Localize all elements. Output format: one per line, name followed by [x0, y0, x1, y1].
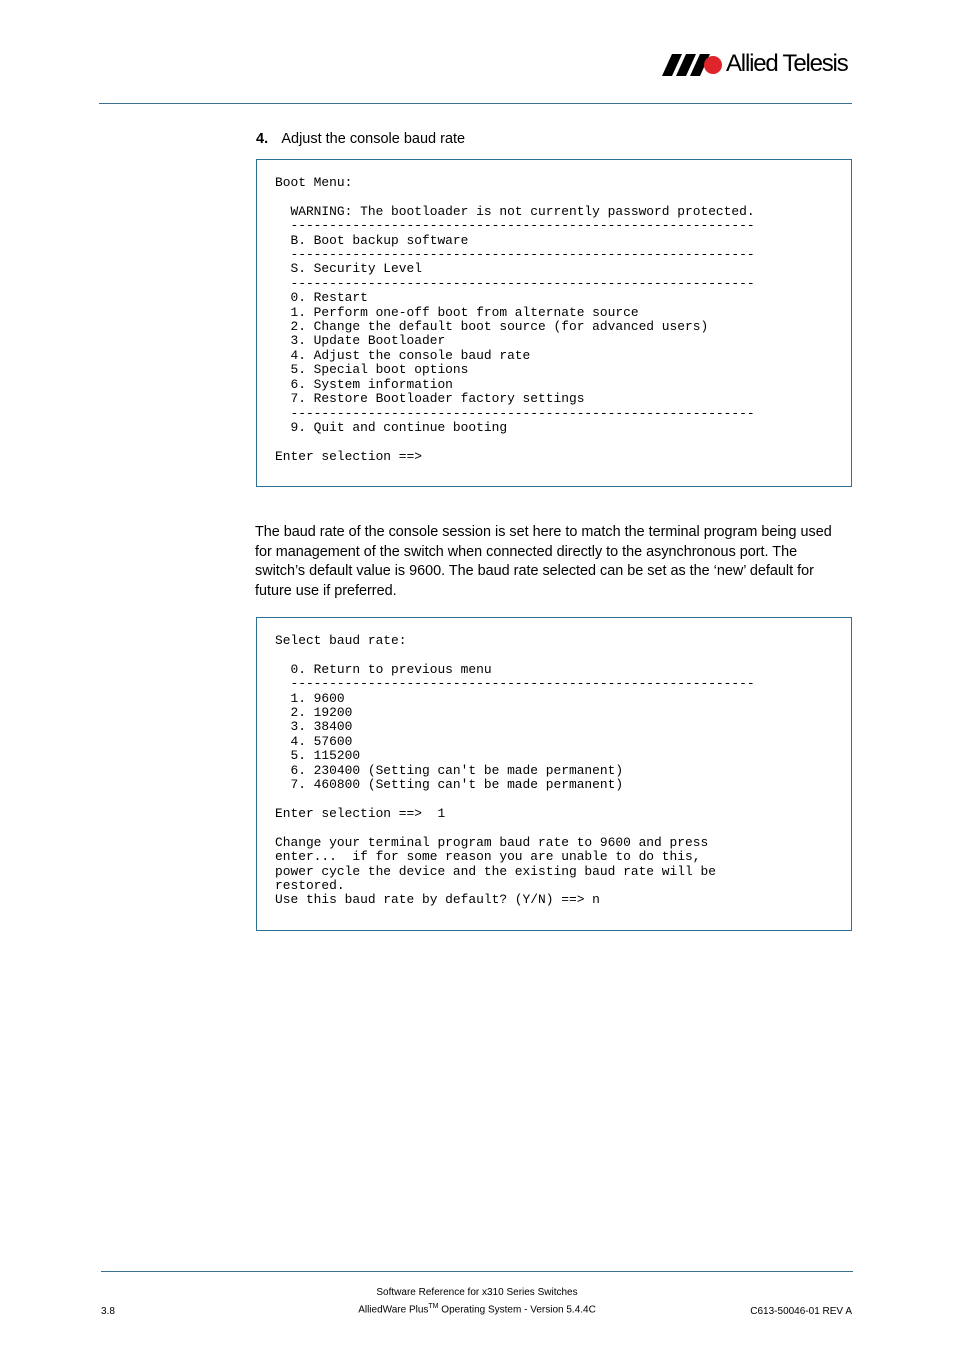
step-heading — [256, 131, 465, 147]
allied-telesis-logo — [662, 50, 857, 80]
step-text: Adjust the console baud rate — [281, 131, 466, 147]
baud-rate-text: Select baud rate: 0. Return to previous menu ------------------------------------------------------------ 1. 9600 2. 19200 3. 38400 4. 57600 5. 115200 6. 230400 (Setting can't be made permanent) 7. 460800 (Setting can't be made permanent) Enter selection ==> 1 Change your terminal program baud rate to 9600 and press enter... if for some reason you are unable to do this, power cycle the device and the existing baud rate will be restored. Use this baud rate by default? (Y/N) ==> n — [275, 633, 755, 908]
baud-rate-console — [256, 617, 852, 931]
footer-divider — [101, 1271, 853, 1272]
baud-rate-description — [255, 523, 855, 601]
logo-text: Allied Telesis — [726, 50, 848, 77]
os-version: Operating System - Version 5.4.4C — [438, 1304, 596, 1316]
product-name: AlliedWare Plus — [358, 1304, 429, 1316]
document-id: C613-50046-01 REV A — [750, 1306, 852, 1317]
paragraph-line: future use if preferred. — [255, 582, 397, 599]
paragraph-line: for management of the switch when connected directly to the asynchronous port. The — [255, 543, 798, 560]
page-number: 3.8 — [101, 1306, 115, 1317]
header-divider — [99, 103, 852, 104]
boot-menu-console — [256, 159, 852, 487]
logo-mark-icon — [662, 54, 724, 76]
step-number: 4. — [256, 131, 269, 147]
footer-title: Software Reference for x310 Series Switches — [376, 1287, 578, 1298]
trademark: TM — [428, 1303, 439, 1310]
boot-menu-text: Boot Menu: WARNING: The bootloader is not currently password protected. ------------------------------------------------------------ B. Boot backup software ------------------------------------------------------------ S. Security Level ------------------------------------------------------------ 0. Restart 1. Perform one-off boot from alternate source 2. Change the default boot source (for advanced users) 3. Update Bootloader 4. Adjust the console baud rate 5. Special boot options 6. System information 7. Restore Bootloader factory settings ------------------------------------------------------------ 9. Quit and continue booting Enter selection ==> — [275, 175, 755, 464]
paragraph-line: switch’s default value is 9600. The baud rate selected can be set as the ‘new’ default for — [255, 563, 814, 579]
paragraph-line: The baud rate of the console session is set here to match the terminal program being used — [255, 524, 832, 540]
